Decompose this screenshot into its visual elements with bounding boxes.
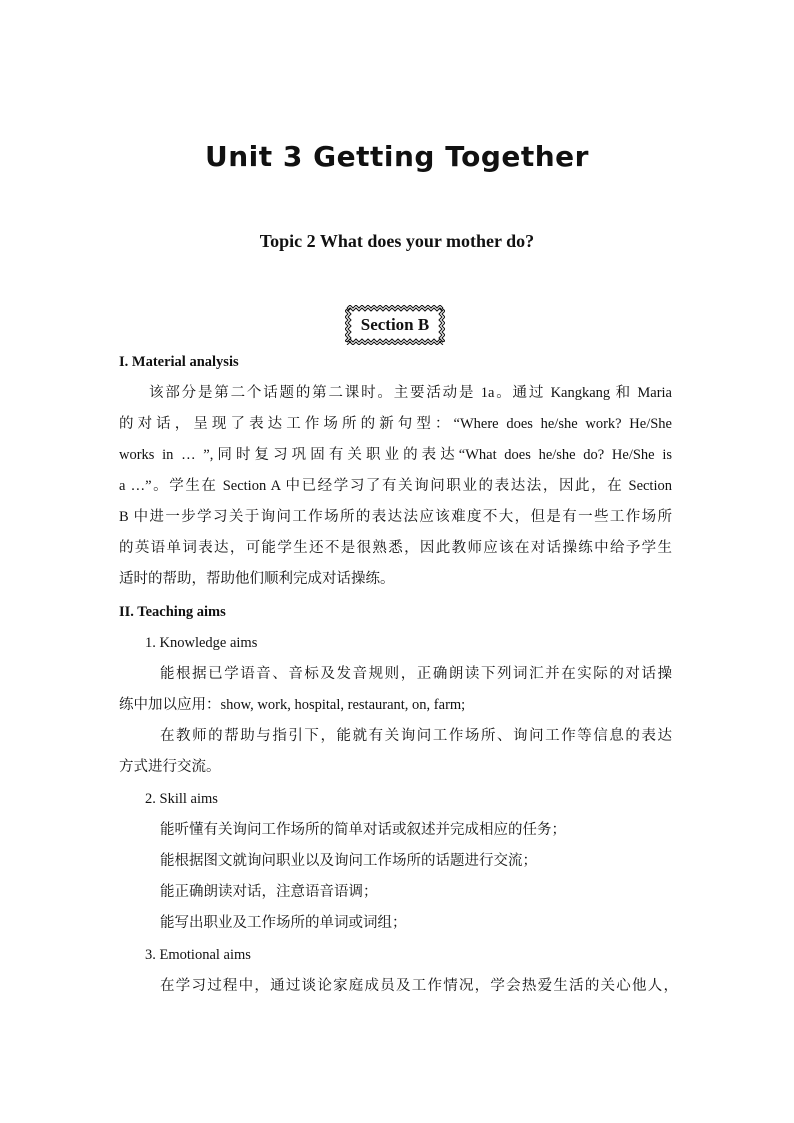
knowledge-aims-heading: 1. Knowledge aims <box>145 635 258 651</box>
skill-aims-line: 能根据图文就询问职业以及询问工作场所的话题进行交流； <box>160 853 537 869</box>
skill-aims-line: 能听懂有关询问工作场所的简单对话或叙述并完成相应的任务； <box>160 822 566 838</box>
skill-aims-heading: 2. Skill aims <box>145 791 218 807</box>
skill-aims-line: 能写出职业及工作场所的单词或词组； <box>160 915 407 931</box>
material-analysis-line: B 中进一步学习关于询问工作场所的表达法应该难度不大，但是有一些工作场所 <box>119 509 672 525</box>
knowledge-aims-line: 方式进行交流。 <box>119 759 221 775</box>
emotional-aims-heading: 3. Emotional aims <box>145 947 251 963</box>
material-analysis-line: works in … ”,同时复习巩固有关职业的表达“What does he/she do? He/She is <box>119 447 672 463</box>
section-label: Section B <box>360 315 430 334</box>
material-analysis-line: 的英语单词表达，可能学生还不是很熟悉，因此教师应该在对话操练中给予学生 <box>119 540 672 556</box>
material-analysis-line: 该部分是第二个话题的第二课时。主要活动是 1a。通过 Kangkang 和 Maria <box>149 385 672 401</box>
emotional-aims-line: 在学习过程中，通过谈论家庭成员及工作情况，学会热爱生活的关心他人， <box>160 978 678 994</box>
knowledge-aims-line: 在教师的帮助与指引下，能就有关询问工作场所、询问工作等信息的表达 <box>160 728 672 744</box>
section-badge <box>345 305 445 345</box>
material-analysis-line: 适时的帮助，帮助他们顺利完成对话操练。 <box>119 571 395 587</box>
material-analysis-line: a …”。学生在 Section A 中已经学习了有关询问职业的表达法，因此，在 Section <box>119 478 672 494</box>
knowledge-aims-line: 练中加以应用：show, work, hospital, restaurant, on, farm; <box>119 697 466 713</box>
knowledge-aims-line: 能根据已学语音、音标及发音规则，正确朗读下列词汇并在实际的对话操 <box>160 666 672 682</box>
topic-title: Topic 2 What does your mother do? <box>259 231 535 251</box>
teaching-aims-heading: II. Teaching aims <box>119 604 226 620</box>
material-analysis-heading: I. Material analysis <box>119 354 239 370</box>
unit-title: Unit 3 Getting Together <box>205 140 589 173</box>
skill-aims-line: 能正确朗读对话，注意语音语调； <box>160 884 378 900</box>
material-analysis-line: 的对话，呈现了表达工作场所的新句型：“Where does he/she work? He/She <box>119 416 672 432</box>
